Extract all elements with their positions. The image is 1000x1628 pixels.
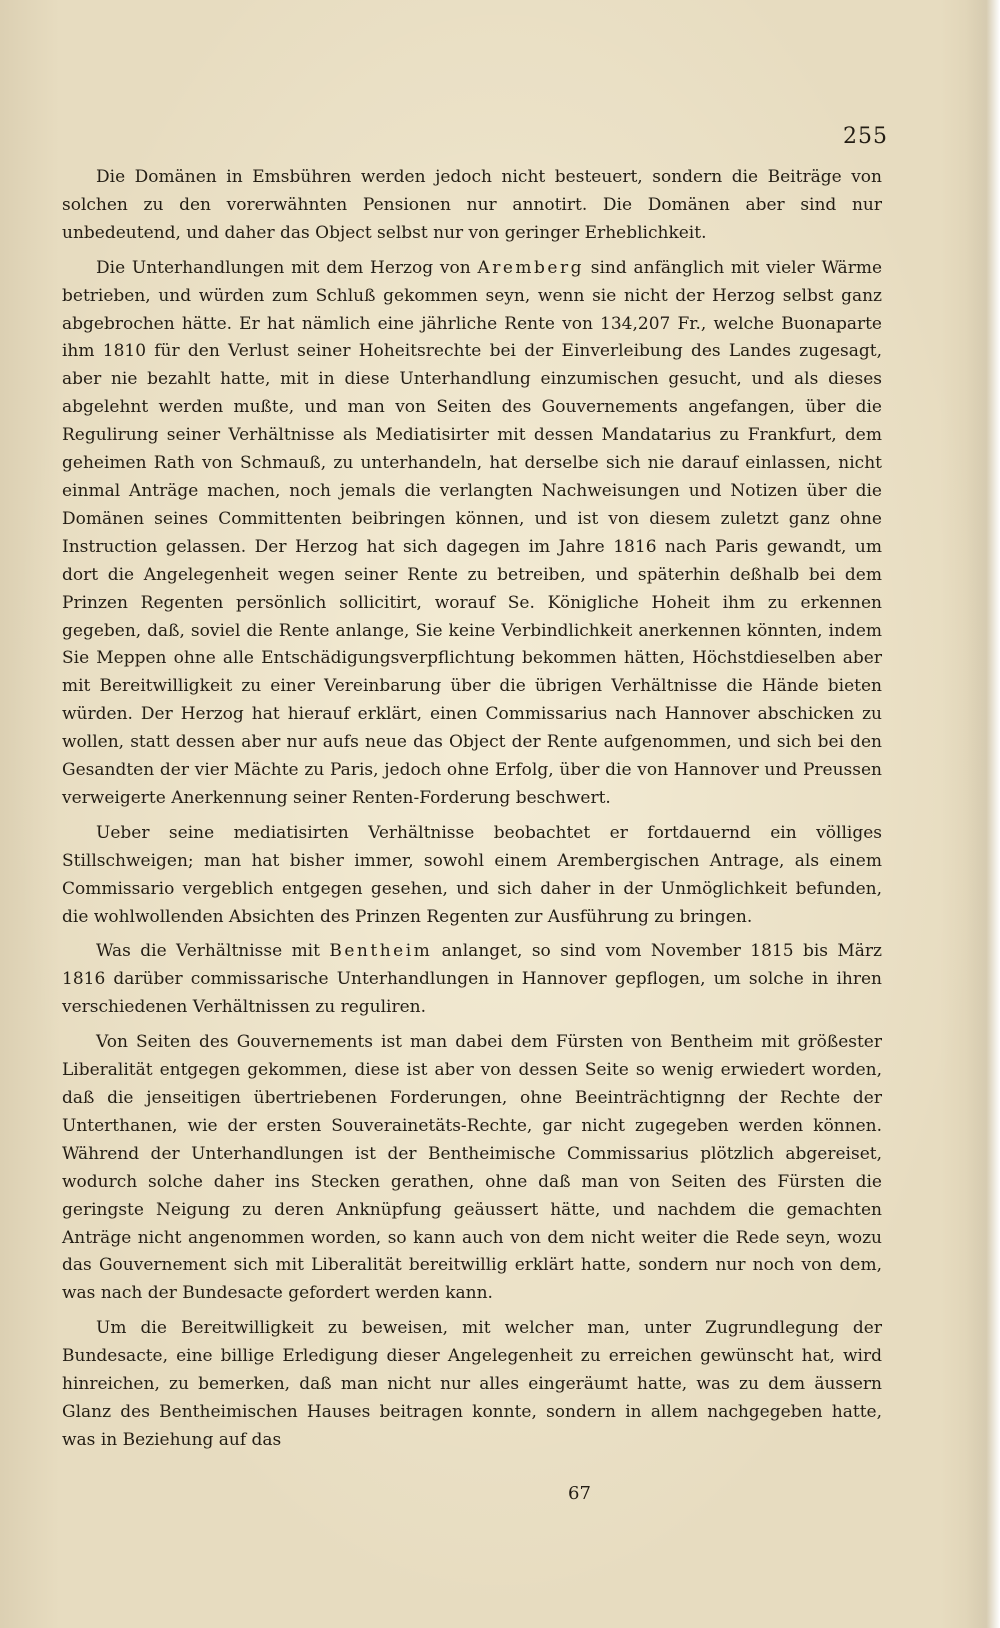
paragraph-text: Um die Bereitwilligkeit zu beweisen, mit welcher man, unter Zugrundlegung der Bundesacte, eine billige Erledigung dieser Angelegenheit zu erreichen gewünscht hat, wird hinreichen, zu bemerken, daß man nicht nur alles eingeräumt hatte, was zu dem äussern Glanz des Bentheimischen Hauses beitragen konnte, sondern in allem nachgegeben hatte, was in Beziehung auf das xyxy=(62,1318,882,1450)
text-block xyxy=(62,164,882,1462)
paragraph-text: sind anfänglich mit vieler Wärme betrieben, und würden zum Schluß gekommen seyn, wenn sie nicht der Herzog selbst ganz abgebrochen hätte. Er hat nämlich eine jährliche Rente von 134,207 Fr., welche Buonaparte ihm 1810 für den Verlust seiner Hoheitsrechte bei der Einverleibung des Landes zugesagt, aber nie bezahlt hatte, mit in diese Unterhandlung einzumischen gesucht, und als dieses abgelehnt werden mußte, und man von Seiten des Gouvernements angefangen, über die Regulirung seiner Verhältnisse als Mediatisirter mit dessen Mandatarius zu Frankfurt, dem geheimen Rath von Schmauß, zu unterhandeln, hat derselbe sich nie darauf einlassen, nicht einmal Anträge machen, noch jemals die verlangten Nachweisungen und Notizen über die Domänen seines Committenten beibringen können, und ist von diesem zuletzt ganz ohne Instruction gelassen. Der Herzog hat sich dagegen im Jahre 1816 nach Paris gewandt, um dort die Angelegenheit wegen seiner Rente zu betreiben, und späterhin deßhalb bei dem Prinzen Regenten persönlich sollicitirt, worauf Se. Königliche Hoheit ihm zu erkennen gegeben, daß, soviel die Rente anlange, Sie keine Verbindlichkeit anerkennen könnten, indem Sie Meppen ohne alle Entschädigungsverpflichtung bekommen hätten, Höchstdieselben aber mit Bereitwilligkeit zu einer Vereinbarung über die übrigen Verhältnisse die Hände bieten würden. Der Herzog hat hierauf erklärt, einen Commissarius nach Hannover abschicken zu wollen, statt dessen aber nur aufs neue das Object der Rente aufgenommen, und sich bei den Gesandten der vier Mächte zu Paris, jedoch ohne Erfolg, über die von Hannover und Preussen verweigerte Anerkennung seiner Renten-Forderung beschwert. xyxy=(62,257,883,808)
paragraph-domaenen xyxy=(62,164,882,248)
page-number: 255 xyxy=(843,124,888,149)
paragraph-text: Ueber seine mediatisirten Verhältnisse beobachtet er fortdauernd ein völliges Stillschweigen; man hat bisher immer, sowohl einem Arembergischen Antrage, als einem Commissario vergeblich entgegen gesehen, und sich daher in der Unmöglichkeit befunden, die wohlwollenden Absichten des Prinzen Regenten zur Ausführung zu bringen. xyxy=(62,822,882,927)
paragraph-aremberg xyxy=(62,255,882,813)
paragraph-text: Die Unterhandlungen mit dem Herzog von xyxy=(96,257,478,278)
paragraph-bereitwilligkeit xyxy=(62,1315,882,1455)
page-edge-shadow xyxy=(966,0,1000,1628)
paragraph-text: Von Seiten des Gouvernements ist man dabei dem Fürsten von Bentheim mit größester Liberalität entgegen gekommen, diese ist aber von dessen Seite so wenig erwiedert worden, daß die jenseitigen übertriebenen Forderungen, ohne Beeinträchtignng der Rechte der Unterthanen, wie der ersten Souverainetäts-Rechte, gar nicht zugegeben werden können. Während der Unterhandlungen ist der Bentheimische Commissarius plötzlich abgereiset, wodurch solche daher ins Stecken gerathen, ohne daß man von Seiten des Fürsten die geringste Neigung zu deren Anknüpfung geäussert hätte, und nachdem die gemachten Anträge nicht angenommen worden, so kann auch von dem nicht weiter die Rede seyn, wozu das Gouvernement sich mit Liberalität bereitwillig erklärt hatte, sondern nur noch von dem, was nach der Bundesacte gefordert werden kann. xyxy=(62,1032,882,1304)
paragraph-text: Was die Verhältnisse mit xyxy=(96,941,330,962)
paragraph-bentheim-intro xyxy=(62,938,882,1022)
paragraph-gouvernement xyxy=(62,1029,882,1308)
signature-mark: 67 xyxy=(568,1483,591,1504)
paragraph-text: Die Domänen in Emsbühren werden jedoch nicht besteuert, sondern die Beiträge von solchen zu den vorerwähnten Pensionen nur annotirt. Die Domänen aber sind nur unbedeutend, und daher das Object selbst nur von geringer Erheblichkeit. xyxy=(62,167,882,243)
name-aremberg: Aremberg xyxy=(477,257,584,278)
paragraph-text: anlanget, so sind vom November 1815 bis März 1816 darüber commissarische Unterhandlungen in Hannover gepflogen, um solche in ihren verschiedenen Verhältnissen zu reguliren. xyxy=(62,941,883,1018)
paragraph-mediatisirt xyxy=(62,820,882,932)
name-bentheim: Bentheim xyxy=(329,941,433,962)
